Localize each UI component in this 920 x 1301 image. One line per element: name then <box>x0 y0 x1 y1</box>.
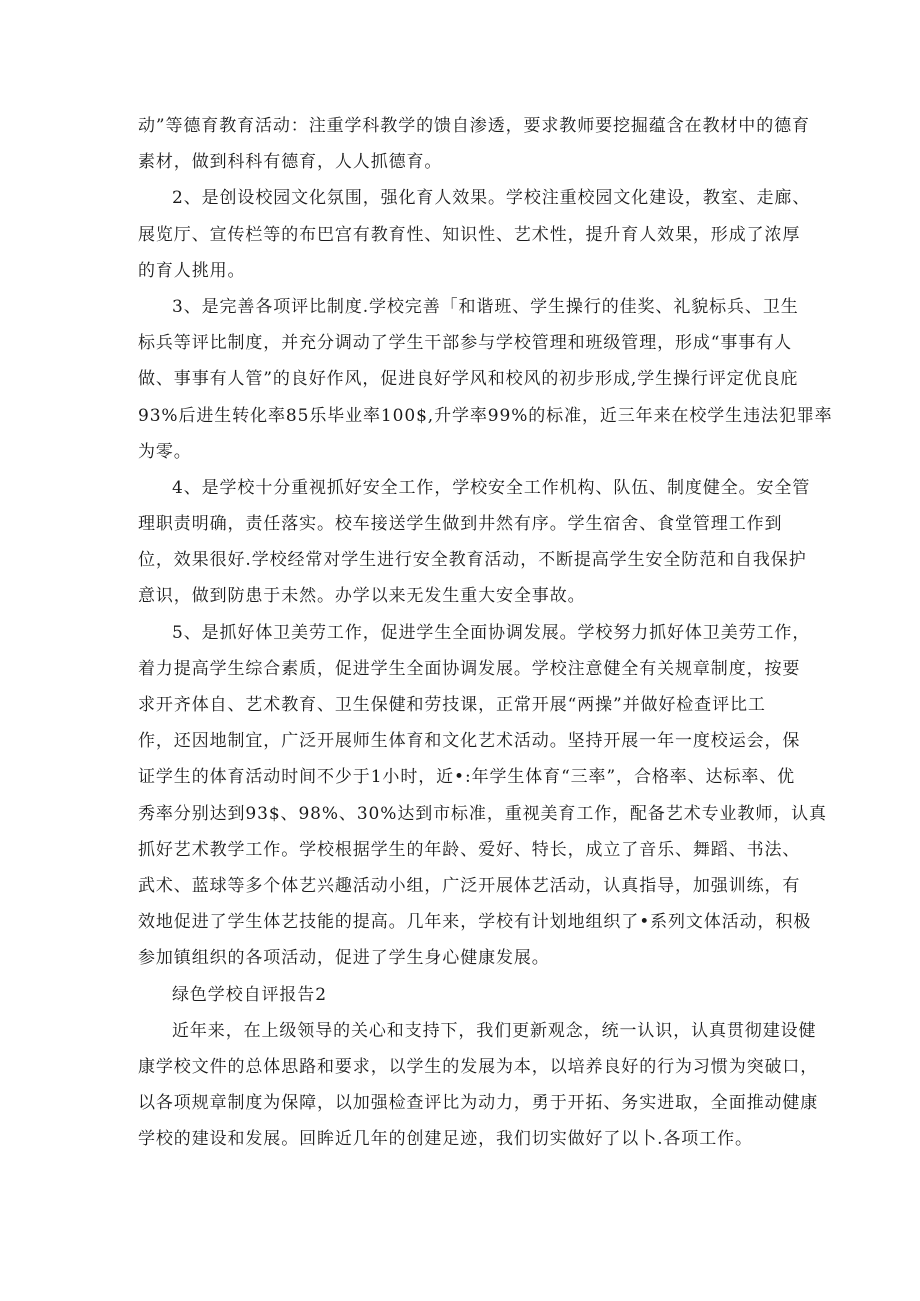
text-line: 5、是抓好体卫美劳工作，促进学生全面协调发展。学校努力抓好体卫美劳工作， <box>172 622 811 643</box>
text-line: 武术、蓝球等多个体艺兴趣活动小组，广泛开展体艺活动，认真指导，加强训练，有 <box>138 875 801 896</box>
text-line: 参加镇组织的各项活动，促进了学生身心健康发展。 <box>138 948 550 969</box>
text-line: 标兵等评比制度，并充分调动了学生干部参与学校管理和班级管理，形成“事事有人 <box>138 333 792 354</box>
text-line: 求开齐体自、艺术教育、卫生保健和劳技课，正常开展“两操”并做好检查评比工 <box>138 695 766 715</box>
text-line: 为零。 <box>138 441 192 462</box>
text-line: 4、是学校十分重视抓好安全工作，学校安全工作机构、队伍、制度健全。安全管 <box>172 477 811 498</box>
text-line: 93%后进生转化率85乐毕业率100$,升学率99%的标准，近三年来在校学生违法犯罪率 <box>138 405 833 426</box>
text-line: 位，效果很好.学校经常对学生进行安全教育活动，不断提高学生安全防范和自我保护 <box>138 550 807 571</box>
text-line: 康学校文件的总体思路和要求，以学生的发展为本，以培养良好的行为习惯为突破口， <box>138 1056 819 1077</box>
text-line: 学校的建设和发展。回眸近几年的创建足迹，我们切实做好了以卜.各项工作。 <box>138 1129 753 1150</box>
text-line: 3、是完善各项评比制度.学校完善「和谐班、学生操行的佳奖、礼貌标兵、卫生 <box>172 296 799 317</box>
text-line: 效地促进了学生体艺技能的提高。几年来，学校有计划地组织了•系列文体活动，积极 <box>138 912 812 933</box>
text-line: 绿色学校自评报告2 <box>172 984 327 1005</box>
document-page <box>138 108 833 1157</box>
text-line: 作，还因地制宜，广泛开展师生体育和文化艺术活动。坚持开展一年一度校运会，保 <box>138 731 801 752</box>
text-line: 2、是创设校园文化氛围，强化育人效果。学校注重校园文化建设，教室、走廊、 <box>172 188 811 209</box>
text-line: 的育人挑用。 <box>138 260 246 281</box>
text-line: 意识，做到防患于未然。办学以来无发生重大安全事故。 <box>138 586 586 607</box>
text-line: 着力提高学生综合素质，促进学生全面协调发展。学校注意健全有关规章制度，按要 <box>138 658 801 679</box>
text-line: 做、事事有人管”的良好作风，促进良好学风和校风的初步形成,学生操行评定优良庇 <box>138 369 799 390</box>
text-line: 以各项规章制度为保障，以加强检查评比为动力，勇于开拓、务实进取，全面推动健康 <box>138 1093 819 1114</box>
text-line: 展览厅、宣传栏等的布巴宫有教育性、知识性、艺术性，提升育人效果，形成了浓厚 <box>138 224 801 245</box>
text-line: 近年来，在上级领导的关心和支持下，我们更新观念，统一认识，认真贯彻建设健 <box>172 1020 817 1041</box>
text-line: 秀率分别达到93$、98%、30%达到市标准，重视美育工作，配备艺术专业教师，认真 <box>138 803 827 824</box>
text-line: 理职责明确，责任落实。校车接送学生做到井然有序。学生宿舍、食堂管理工作到 <box>138 514 783 535</box>
text-line: 素材，做到科科有德育，人人抓德育。 <box>138 152 443 173</box>
text-line: 证学生的体育活动时间不少于1小时，近•:年学生体育“三率”，合格率、达标率、优 <box>138 767 796 788</box>
text-line: 抓好艺术教学工作。学校根据学生的年龄、爱好、特长，成立了音乐、舞蹈、书法、 <box>138 839 801 860</box>
text-line: 动”等德育教育活动：注重学科教学的馈自渗透，要求教师要挖掘蕴含在教材中的德育 <box>138 116 810 136</box>
